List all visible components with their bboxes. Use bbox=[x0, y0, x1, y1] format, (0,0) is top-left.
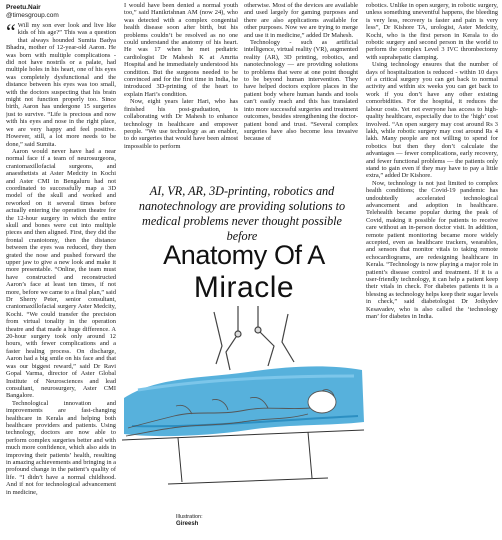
paragraph: robotics. Unlike in open surgery, in robotic surgery, unless something uneventful happens, the bleeding is very less, recovery is faster and pain is very less”, Dr Kishore TA, urologist, Aster Medcity, Kochi, who is the first person in Kerala to do robotic surgery and second person in the world to perform the complex Level 3 IVC thrombectomy with suprahepatic clamping. bbox=[366, 2, 498, 61]
article-column-3 bbox=[244, 2, 358, 180]
article-column-2 bbox=[124, 2, 238, 180]
paragraph: Technological innovation and improvements are fast-changing healthcare in Kerala and helping both healthcare providers and patients. Using technology, doctors are now able to perform complex surgeries better and with much more confidence, which also aids in improving their patients’ health, resulting in amazing achievements and bringing in a profound change in the patient’s quality of life. “I didn’t have a normal childhood. And if not for technological advancement in medicine, bbox=[6, 399, 116, 496]
paragraph: I would have been denied a normal youth too,” said Hanikrishnan AM (now 24), who was detected with a complex congenital health disease soon after birth, but his problems couldn’t be resolved as no one could understand the anatomy of his heart. He was 17 when he met pediatric cardiologist Dr Mahesh K at Amrita Hospital and he immediately understood his condition. But the surgeons needed to be convinced and for the first time in India, he introduced 3D-printing of the heart to explain Hari’s condition. bbox=[124, 2, 238, 98]
operating-table-icon bbox=[122, 430, 364, 484]
credit-artist: Gireesh bbox=[176, 520, 199, 527]
paragraph: Now, eight years later Hari, who has finished his post-graduation, is collaborating with Dr Mahesh to enhance technology in healthcare and empower people. “We use technology as an enabler, to do surgeries that would have been almost impossible to perform bbox=[124, 98, 238, 150]
illustration-credit bbox=[176, 514, 203, 527]
article-column-1 bbox=[6, 22, 116, 538]
credit-label: Illustration: bbox=[176, 514, 203, 520]
paragraph: otherwise. Most of the devices are available and used largely for gaming purposes and there are also applications available for other purposes. Now we are trying to merge and use it in medicine,” added Dr Mahesh. bbox=[244, 2, 358, 39]
author-name: Preetu.Nair bbox=[6, 4, 41, 11]
paragraph-text: Will my son ever look and live like kids of his age?” This was a question that always hounded Sumita Badya Bhadra, mother of 12-year-old Aaron. He was born with multiple complications - did not have nostrils or a palate, had multiple holes in his heart, one of his eyes was completely dysfunctional and the distance between his eyes was too small, with the doctors suspecting that his brain might not function properly too. Since birth, Aaron has undergone 15 surgeries just to survive. “Life is precious and now with his eyes and nose in the right place, we are very happy and feel positive. However, still, a lot more needs to be done,” said Sumita. bbox=[6, 22, 116, 148]
surgery-illustration bbox=[118, 306, 368, 540]
article-deck: AI, VR, AR, 3D-printing, robotics and nanotechnology are providing solutions to medical problems never thought possible before bbox=[138, 184, 346, 243]
lead-paragraph bbox=[6, 22, 116, 148]
article-column-4 bbox=[366, 2, 498, 538]
headline-line-1: Anatomy Of A bbox=[163, 240, 325, 270]
paragraph: Aaron would never have had a near normal face if a team of neurosurgeons, craniomaxillofacial surgeons, and anaesthetists at Aster Medcity in Kochi and Aster CMI in Bengaluru had not coordinated to successfully map a 3D model of the skull and worked and reworked on it several times before actually entering the operation theatre for the 12-hour surgery in which the entire skull and bones were cut into multiple pieces and then aligned. First, they did the frontal craniotomy, then the distance between the eyes was reduced, they then grated the nose and pushed forward the upper jaw to give a new look and make it more presentable. “Online, the team must have constructed and reconstructed Aaron’s face at least ten times, if not more, before we came to a final plan,” said Dr Sherry Peter, senior consultant, craniomaxillofacial surgery Aster Medcity, Kochi. “We could transfer the precision from virtual tonality in the operation theatre and that made a huge difference. A 20-hour surgery took only around 12 hours, with fewer complications and a faster healing process. On discharge, Aaron had a big smile on his face and that was our biggest reward,” said Dr Ravi Gopal Varma, director of Aster Global Institute of Neurosciences and lead consultant, neurosurgery, Aster CMI Bangalore. bbox=[6, 147, 116, 400]
paragraph: Now, technology is not just limited to complex health conditions; the Covid-19 pandemic has undoubtedly accelerated technological advancement and adoption in healthcare. Telehealth became popular during the peak of Covid, making it possible for patients to receive care without an in-person doctor visit. In addition, remote patient monitoring became more widely accepted, even as healthcare trackers, wearables, and sensors that monitor vitals to taking remote echocardiograms, are redesigning healthcare in Kerala. “Technology is now playing a major role in patient’s disease control and treatment. If it is a user-friendly technology, it can help a patient keep their vitals in check. For diabetes patients it is a blessing as technology helps keep their sugar levels in check,” said diabetologist Dr Jothydev Kesavadev, who is also called the ‘technology man’ for diabetes in India. bbox=[366, 179, 498, 321]
dropcap-quote: “ bbox=[6, 22, 16, 44]
robotic-arm-icon bbox=[214, 306, 294, 370]
paragraph: Using technology ensures that the number of days of hospitalization is reduced - within 10 days of a critical surgery you can get back to normal activity and within six weeks you can get back to work if you don’t have any other existing comorbidities. For the hospital, it reduces the labour costs. Yet not everyone has access to high-quality healthcare, especially due to the ‘high’ cost involved. “An open surgery may cost around Rs 3 lakh, while robotic surgery may cost around Rs 4 lakh. Many people are not willing to spend for robotics but then they don’t calculate the advantages — fewer complications, early recovery, and fewer functional problems — the patients only stand to gain even if they may have to pay a little extra,” added Dr Kishore. bbox=[366, 61, 498, 180]
paragraph: Technology - such as artificial intelligence, virtual reality (VR), augmented reality (AR), 3D printing, robotics, and nanotechnology — are providing solutions to problems that were at one point thought to be beyond human intervention. They have helped doctors explore places in the patient body where human hands and tools can’t easily reach and this has translated into more successful surgeries and treatment outcomes, besides strengthening the doctor-patient bond and trust. “Several complex surgeries have also become less invasive because of bbox=[244, 39, 358, 143]
headline-line-2: Miracle bbox=[193, 271, 295, 304]
byline bbox=[6, 4, 59, 20]
author-email: @timesgroup.com bbox=[6, 12, 59, 19]
headline bbox=[120, 240, 368, 304]
